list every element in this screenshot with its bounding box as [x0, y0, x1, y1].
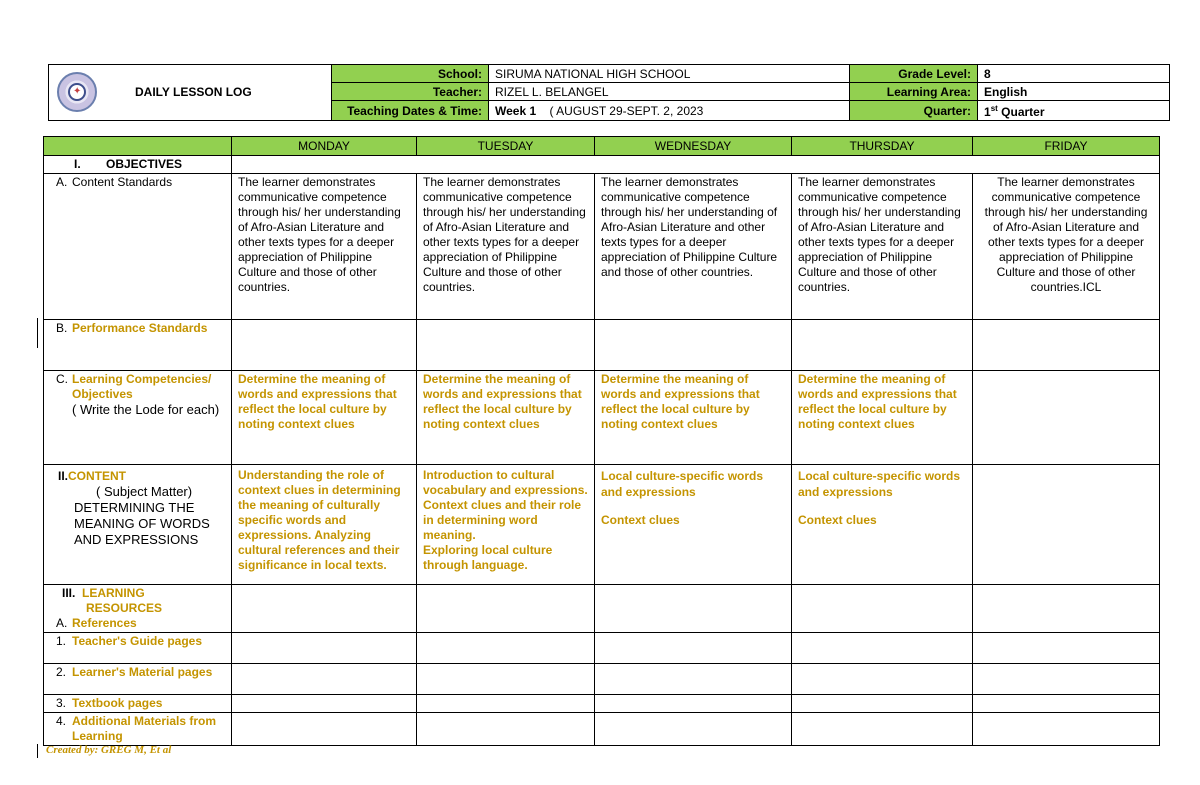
objectives-span — [232, 156, 1160, 174]
deped-seal-icon: ✦ — [57, 72, 97, 112]
competency-wednesday: Determine the meaning of words and expressions that reflect the local culture by noting context clues — [595, 371, 792, 465]
resources-tuesday — [417, 585, 595, 633]
resources-thursday — [792, 585, 973, 633]
logo-title-cell — [49, 65, 332, 121]
performance-tuesday — [417, 320, 595, 371]
content-row — [44, 465, 1160, 585]
resource-label: Teacher's Guide pages — [72, 634, 203, 648]
competency-friday — [973, 371, 1160, 465]
resource-row-3 — [44, 695, 1160, 713]
content-monday: Understanding the role of context clues in determining the meaning of culturally specific words and expressions. Analyzing cultural references and their significance in local texts. — [232, 465, 417, 585]
learning-area-label: Learning Area: — [850, 83, 978, 101]
footer-credit: Created by: GREG M, Et al — [46, 744, 172, 756]
resource-item — [44, 664, 232, 695]
page-title: DAILY LESSON LOG — [135, 85, 252, 99]
day-thursday: THURSDAY — [792, 137, 973, 156]
day-header-row — [44, 137, 1160, 156]
day-monday: MONDAY — [232, 137, 417, 156]
header-table — [48, 64, 1170, 121]
teacher-label: Teacher: — [332, 83, 489, 101]
content-standard-wednesday: The learner demonstrates communicative competence through his/ her understanding of Afro-Asian Literature and other texts types for a deeper appreciation of Philippine Culture and those of other countries. — [595, 174, 792, 320]
competency-thursday: Determine the meaning of words and expressions that reflect the local culture by noting context clues — [792, 371, 973, 465]
content-wednesday — [595, 465, 792, 585]
resources-marker: III. — [62, 586, 76, 600]
content-thursday — [792, 465, 973, 585]
resource-item — [44, 695, 232, 713]
resource-marker: 3. — [56, 696, 67, 710]
resource-item — [44, 713, 232, 746]
grade-level-label: Grade Level: — [850, 65, 978, 83]
content-standard-tuesday: The learner demonstrates communicative competence through his/ her understanding of Afro-Asian Literature and other texts types for a deeper appreciation of Philippine Culture and those of other countries. — [417, 174, 595, 320]
content-tuesday-a: Introduction to cultural vocabulary and expressions. — [423, 468, 588, 497]
content-thursday-a: Local culture-specific words and expressions — [798, 469, 961, 499]
competencies-cell — [44, 371, 232, 465]
content-standard-thursday: The learner demonstrates communicative competence through his/ her understanding of Afro-Asian Literature and other texts types for a deeper appreciation of Philippine Culture and those of other countries. — [792, 174, 973, 320]
competencies-note: ( Write the Lode for each) — [72, 402, 220, 417]
quarter-value — [978, 101, 1170, 121]
content-topic: DETERMINING THE MEANING OF WORDS AND EXPRESSIONS — [74, 500, 210, 547]
dates-value — [489, 101, 850, 121]
resources-wednesday — [595, 585, 792, 633]
content-standards-label: Content Standards — [72, 175, 173, 189]
performance-wednesday — [595, 320, 792, 371]
resource-marker: 2. — [56, 665, 67, 679]
content-title: CONTENT — [68, 469, 127, 483]
content-cell — [44, 465, 232, 585]
teacher-value: RIZEL L. BELANGEL — [489, 83, 850, 101]
lesson-table — [43, 136, 1160, 746]
resource-row-4 — [44, 713, 1160, 746]
resource-marker: 4. — [56, 714, 67, 728]
learning-area-value: English — [978, 83, 1170, 101]
content-wednesday-a: Local culture-specific words and expressions — [601, 469, 764, 499]
resources-row — [44, 585, 1160, 633]
resource-label: Additional Materials from Learning — [72, 714, 217, 743]
resources-friday — [973, 585, 1160, 633]
resource-row-1 — [44, 633, 1160, 664]
objectives-title: OBJECTIVES — [106, 157, 183, 171]
competencies-label: Learning Competencies/ Objectives — [72, 372, 212, 401]
date-range: ( AUGUST 29-SEPT. 2, 2023 — [549, 103, 704, 118]
objectives-row — [44, 156, 1160, 174]
day-wednesday: WEDNESDAY — [595, 137, 792, 156]
content-marker: II. — [58, 469, 69, 483]
resource-item — [44, 633, 232, 664]
objectives-heading — [44, 156, 232, 174]
competency-monday: Determine the meaning of words and expressions that reflect the local culture by noting context clues — [232, 371, 417, 465]
content-standard-monday: The learner demonstrates communicative competence through his/ her understanding of Afro-Asian Literature and other texts types for a deeper appreciation of Philippine Culture and those of other countries. — [232, 174, 417, 320]
content-friday — [973, 465, 1160, 585]
performance-standards-marker: B. — [56, 321, 68, 335]
grade-level-value: 8 — [978, 65, 1170, 83]
content-standards-marker: A. — [56, 175, 68, 189]
school-label: School: — [332, 65, 489, 83]
competencies-marker: C. — [56, 372, 68, 386]
performance-standards-label: Performance Standards — [72, 321, 208, 335]
references-label: References — [72, 616, 137, 630]
performance-thursday — [792, 320, 973, 371]
content-standards-row — [44, 174, 1160, 320]
quarter-number: 1 — [984, 105, 991, 119]
day-friday: FRIDAY — [973, 137, 1160, 156]
resources-title-b: RESOURCES — [86, 601, 163, 615]
objectives-marker: I. — [74, 157, 81, 171]
resources-title-a: LEARNING — [82, 586, 145, 600]
subject-matter-label: ( Subject Matter) — [96, 484, 193, 499]
content-thursday-b: Context clues — [798, 513, 877, 527]
quarter-suffix: st — [990, 104, 998, 113]
content-standard-friday: The learner demonstrates communicative competence through his/ her understanding of Afro-Asian Literature and other texts types for a deeper appreciation of Philippine Culture and those of other countries.ICL — [973, 174, 1160, 320]
corner-cell — [44, 137, 232, 156]
content-wednesday-b: Context clues — [601, 513, 680, 527]
resource-label: Learner's Material pages — [72, 665, 213, 679]
dates-label: Teaching Dates & Time: — [332, 101, 489, 121]
performance-standards-row — [44, 320, 1160, 371]
margin-bar — [37, 318, 38, 348]
week-value: Week 1 — [495, 103, 537, 118]
quarter-label: Quarter: — [850, 101, 978, 121]
day-tuesday: TUESDAY — [417, 137, 595, 156]
school-value: SIRUMA NATIONAL HIGH SCHOOL — [489, 65, 850, 83]
competencies-row — [44, 371, 1160, 465]
margin-bar — [37, 744, 38, 758]
performance-monday — [232, 320, 417, 371]
competency-tuesday: Determine the meaning of words and expressions that reflect the local culture by noting context clues — [417, 371, 595, 465]
content-tuesday-b: Context clues and their role in determining word meaning. — [423, 498, 582, 542]
performance-standards-cell — [44, 320, 232, 371]
quarter-word: Quarter — [1001, 105, 1045, 119]
resource-marker: 1. — [56, 634, 67, 648]
content-tuesday-c: Exploring local culture through language. — [423, 543, 553, 572]
performance-friday — [973, 320, 1160, 371]
resources-monday — [232, 585, 417, 633]
resource-row-2 — [44, 664, 1160, 695]
content-standards-cell — [44, 174, 232, 320]
resource-label: Textbook pages — [72, 696, 163, 710]
content-tuesday — [417, 465, 595, 585]
references-marker: A. — [56, 616, 68, 630]
resources-cell — [44, 585, 232, 633]
